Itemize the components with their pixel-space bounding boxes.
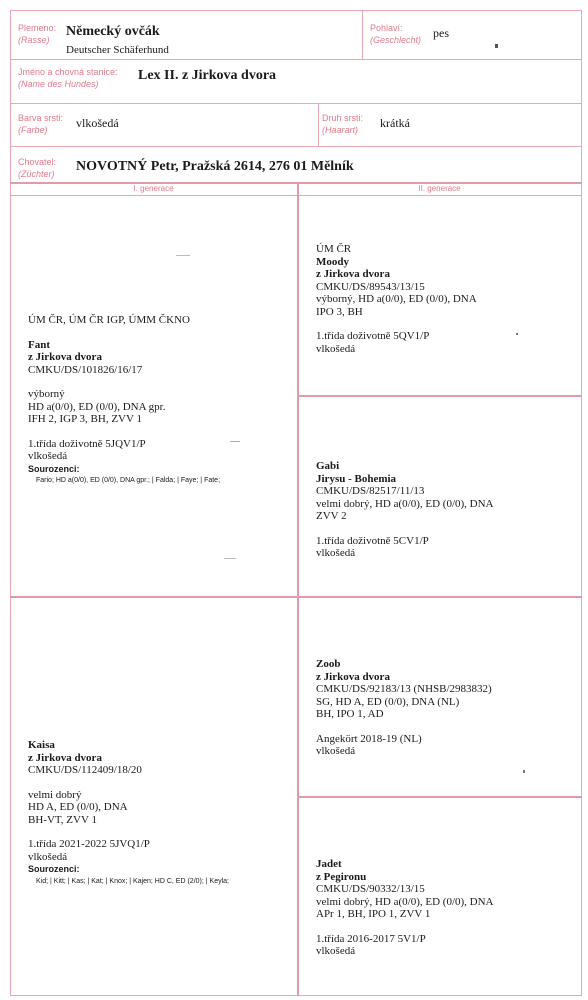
dam-sire-kennel: z Jirkova dvora [316,670,390,683]
sire-color: vlkošedá [28,450,68,462]
divider [10,596,582,598]
dam-dam-color: vlkošedá [316,945,356,957]
scan-speck [523,770,525,773]
coat-color-label-de: (Farbe) [18,125,48,135]
sire-dam-block [316,460,494,560]
dam-siblings: Kid; | Kitt; | Kas; | Kat; | Knox; | Kajen; HD C, ED (2/0); | Keyla; [36,877,229,885]
divider [362,10,363,59]
dam-dam-block [316,858,494,958]
coat-type-label [322,112,363,136]
scan-speck [224,558,236,559]
sire-rating: výborný [28,388,65,400]
scan-speck [516,333,518,335]
sire-reg: CMKU/DS/101826/16/17 [28,363,143,376]
name-label [18,66,118,90]
breed-label-cz: Plemeno: [18,23,57,33]
dam-sire-exams: BH, IPO 1, AD [316,708,384,720]
sire-dam-breeding: 1.třída doživotně 5CV1/P [316,534,429,547]
dam-health: HD A, ED (0/0), DNA [28,801,128,813]
breeder-value: NOVOTNÝ Petr, Pražská 2614, 276 01 Mělník [76,159,354,174]
dam-sire-color: vlkošedá [316,745,356,757]
sire-block [28,314,220,488]
dam-sire-health: SG, HD A, ED (0/0), DNA (NL) [316,695,460,708]
scan-speck [495,44,498,48]
dam-block [28,739,229,888]
sire-exams: IFH 2, IGP 3, BH, ZVV 1 [28,413,142,425]
sire-sire-kennel: z Jirkova dvora [316,268,390,280]
divider [10,195,582,196]
dam-sire-breeding: Angekört 2018-19 (NL) [316,732,422,745]
sex-label [370,22,421,46]
sire-health: HD a(0/0), ED (0/0), DNA gpr. [28,400,166,413]
sire-kennel: z Jirkova dvora [28,351,102,363]
sire-dam-health: velmi dobrý, HD a(0/0), ED (0/0), DNA [316,497,494,510]
sire-dam-kennel: Jirysu - Bohemia [316,472,397,485]
sex-value: pes [433,26,449,40]
sire-dam-exams: ZVV 2 [316,510,347,522]
sire-siblings: Fario; HD a(0/0), ED (0/0), DNA gpr.; | Falda; | Faye; | Fate; [36,477,221,484]
dam-exams: BH-VT, ZVV 1 [28,813,97,826]
sire-sire-breeding: 1.třída doživotně 5QV1/P [316,330,430,342]
breeder-label-de: (Züchter) [18,169,55,179]
sire-sire-block [316,243,477,355]
coat-type-value: krátká [380,116,410,130]
sire-sire-health: výborný, HD a(0/0), ED (0/0), DNA [316,293,477,305]
divider [297,395,582,397]
sire-name: Fant [28,338,50,351]
dam-dam-exams: APr 1, BH, IPO 1, ZVV 1 [316,908,431,920]
sire-siblings-label: Sourozenci: [28,463,80,474]
sire-sire-titles: ÚM ČR [316,243,352,255]
breed-label [18,22,56,46]
dam-dam-reg: CMKU/DS/90332/13/15 [316,883,425,895]
dam-dam-health: velmi dobrý, HD a(0/0), ED (0/0), DNA [316,895,494,908]
generation-1-header: I. generace [133,184,174,193]
breeder-label [18,156,56,180]
sire-dam-reg: CMKU/DS/82517/11/13 [316,485,425,497]
sire-sire-name: Moody [316,255,349,268]
coat-color-label-cz: Barva srsti: [18,113,64,123]
coat-type-label-de: (Haarart) [322,125,359,135]
dam-name: Kaisa [28,739,55,751]
breed-value-de: Deutscher Schäferhund [66,44,169,56]
dam-reg: CMKU/DS/112409/18/20 [28,764,142,776]
scan-speck [176,255,190,256]
sire-sire-exams: IPO 3, BH [316,305,363,318]
breed-value: Německý ovčák [66,24,160,39]
divider [10,103,582,104]
name-label-cz: Jméno a chovná stanice: [18,67,118,77]
dam-siblings-label: Sourozenci: [28,864,80,874]
dam-sire-reg: CMKU/DS/92183/13 (NHSB/2983832) [316,683,492,695]
dam-sire-name: Zoob [316,658,341,670]
divider [297,182,299,996]
dam-dam-name: Jadet [316,858,342,870]
sire-titles: ÚM ČR, ÚM ČR IGP, ÚMM ČKNO [28,314,190,326]
dog-name-value: Lex II. z Jirkova dvora [138,68,277,83]
sex-label-cz: Pohlaví: [370,23,403,33]
divider [10,59,582,60]
divider [297,796,582,798]
divider [318,103,319,146]
dam-color: vlkošedá [28,850,68,863]
coat-color-label [18,112,63,136]
dam-dam-breeding: 1.třída 2016-2017 5V1/P [316,932,426,945]
sire-breeding: 1.třída doživotně 5JQV1/P [28,437,146,450]
sex-label-de: (Geschlecht) [370,35,422,45]
name-label-de: (Name des Hundes) [18,79,99,89]
coat-color-value: vlkošedá [76,116,119,130]
generation-2-header: II. generace [418,184,461,193]
dam-rating: velmi dobrý [28,788,82,801]
divider [10,146,582,147]
scan-speck [230,441,240,442]
sire-sire-color: vlkošedá [316,342,356,355]
sire-sire-reg: CMKU/DS/89543/13/15 [316,280,425,293]
breeder-label-cz: Chovatel: [18,157,57,167]
coat-type-label-cz: Druh srsti: [322,113,364,123]
dam-dam-kennel: z Pegironu [316,870,367,883]
dam-sire-block [316,658,492,758]
dam-kennel: z Jirkova dvora [28,751,102,764]
sire-dam-name: Gabi [316,460,340,472]
sire-dam-color: vlkošedá [316,547,356,559]
dam-breeding: 1.třída 2021-2022 5JVQ1/P [28,838,150,850]
breed-label-de: (Rasse) [18,35,50,45]
